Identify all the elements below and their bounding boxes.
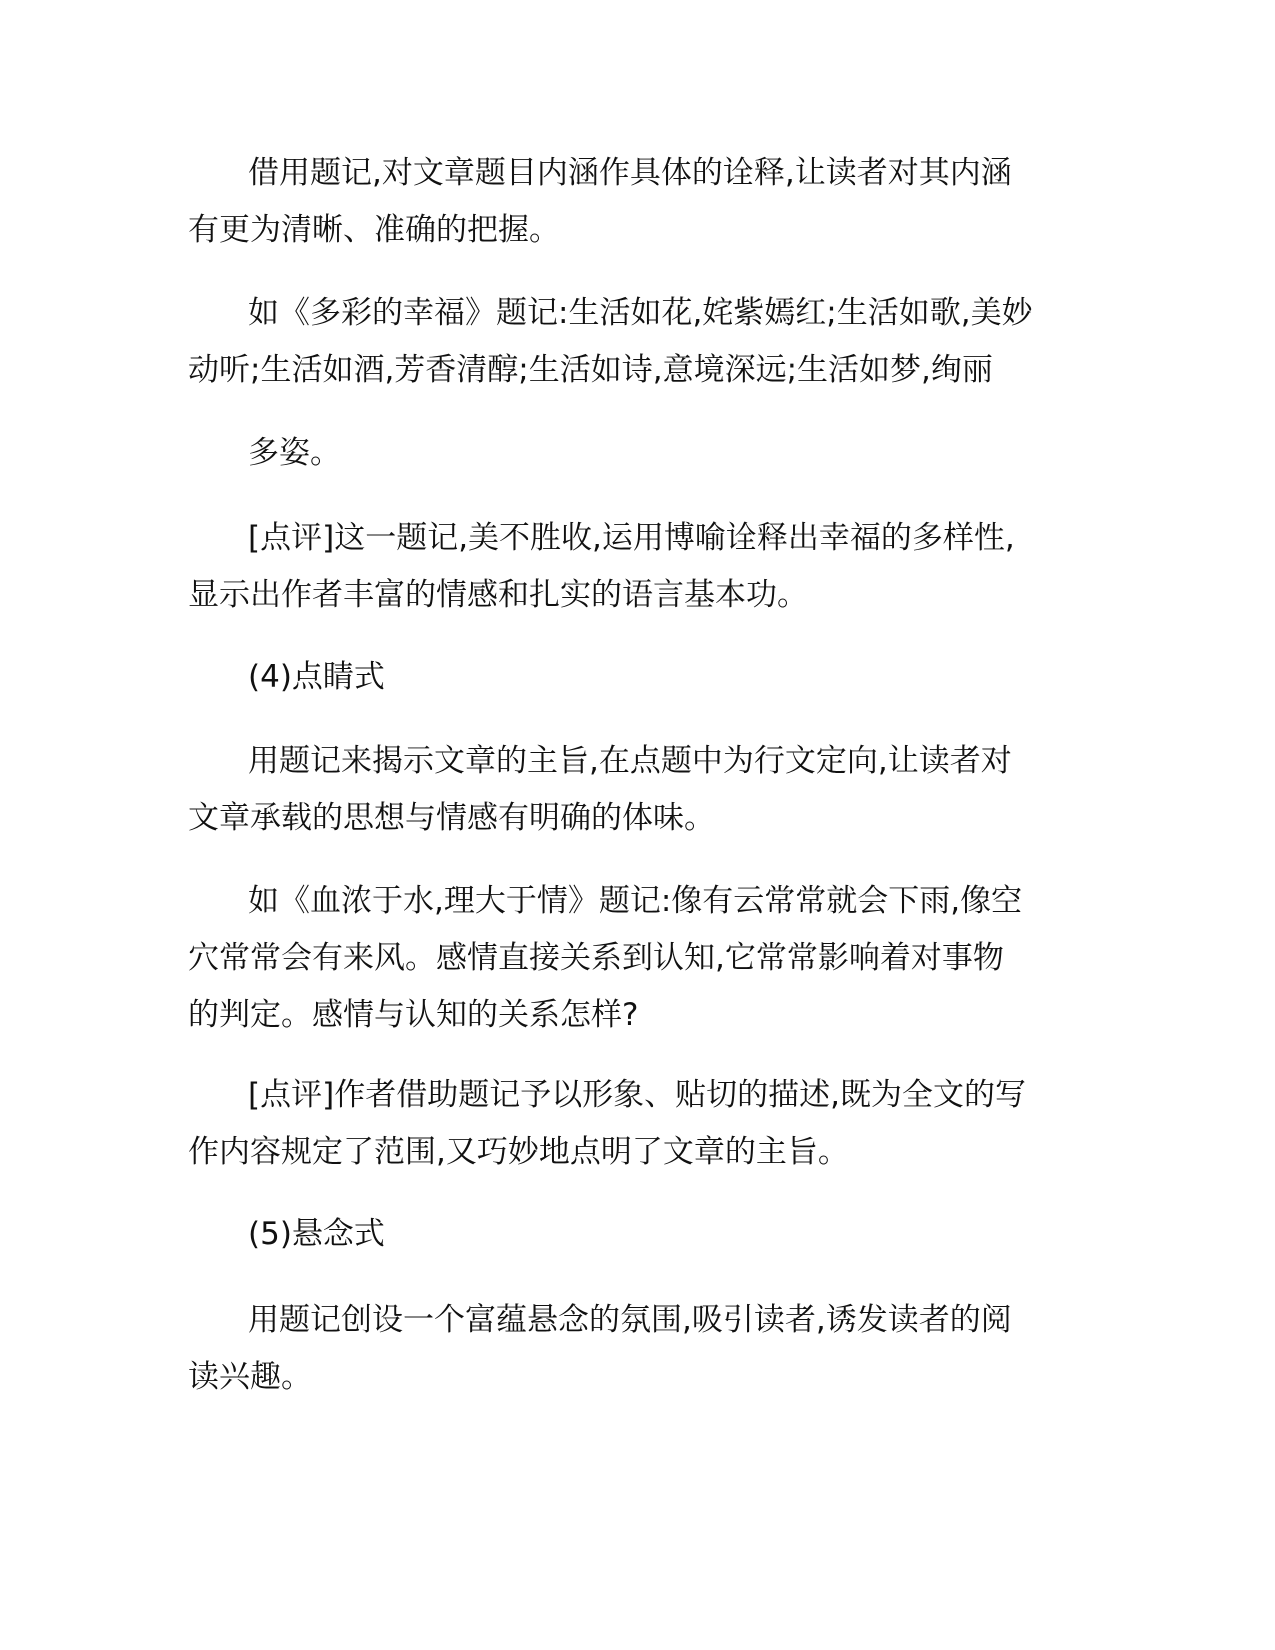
text-line: 穴常常会有来风。感情直接关系到认知,它常常影响着对事物 — [188, 940, 1004, 976]
paragraph-commentary-2 — [188, 1067, 1088, 1181]
text-line: 如《多彩的幸福》题记:生活如花,姹紫嫣红;生活如歌,美妙 — [248, 295, 1033, 331]
text-line: (4)点睛式 — [248, 659, 385, 695]
text-line: 读兴趣。 — [188, 1359, 312, 1395]
text-line: (5)悬念式 — [248, 1216, 385, 1252]
text-line: 显示出作者丰富的情感和扎实的语言基本功。 — [188, 577, 808, 613]
text-line: 动听;生活如酒,芳香清醇;生活如诗,意境深远;生活如梦,绚丽 — [188, 352, 993, 388]
text-line: 有更为清晰、准确的把握。 — [188, 212, 560, 248]
section-heading-5 — [188, 1206, 1088, 1263]
text-line: 多姿。 — [248, 435, 341, 471]
text-line: 文章承载的思想与情感有明确的体味。 — [188, 800, 715, 836]
text-line: 的判定。感情与认知的关系怎样? — [188, 997, 639, 1033]
paragraph-example-continued — [188, 425, 1088, 482]
text-line: 借用题记,对文章题目内涵作具体的诠释,让读者对其内涵 — [248, 155, 1012, 191]
text-line: 如《血浓于水,理大于情》题记:像有云常常就会下雨,像空 — [248, 883, 1023, 919]
text-line: 作内容规定了范围,又巧妙地点明了文章的主旨。 — [188, 1134, 849, 1170]
section-heading-4 — [188, 649, 1088, 706]
text-line: 用题记来揭示文章的主旨,在点题中为行文定向,让读者对 — [248, 743, 1012, 779]
paragraph-example-blood — [188, 873, 1088, 1044]
paragraph-finishing-touch — [188, 733, 1088, 847]
text-line: [点评]作者借助题记予以形象、贴切的描述,既为全文的写 — [248, 1077, 1027, 1113]
paragraph-title-explanation — [188, 145, 1088, 259]
paragraph-suspense — [188, 1292, 1088, 1406]
text-line: 用题记创设一个富蕴悬念的氛围,吸引读者,诱发读者的阅 — [248, 1302, 1012, 1338]
paragraph-commentary-1 — [188, 510, 1088, 624]
text-line: [点评]这一题记,美不胜收,运用博喻诠释出幸福的多样性, — [248, 520, 1015, 556]
paragraph-example-happiness — [188, 285, 1088, 399]
